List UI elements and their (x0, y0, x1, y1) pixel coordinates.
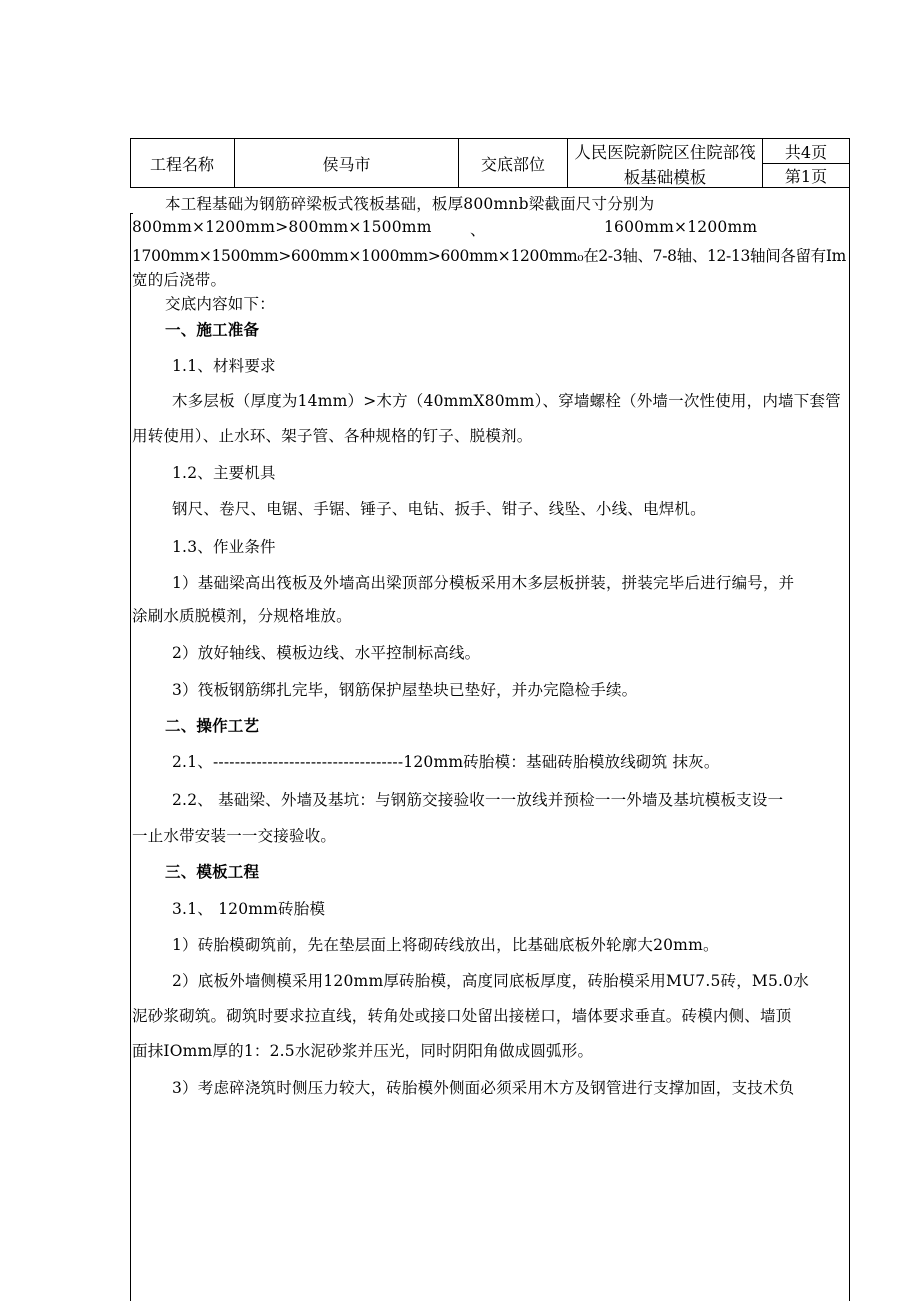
s11-line-2: 用转使用）、止水环、架子管、各种规格的钉子、脱模剂。 (132, 427, 533, 445)
intro-line-3: 1700mm×1500mm>600mm×1000mm>600mm×1200mm₀在2-3轴、7-8轴、12-13轴间各留有Im (132, 247, 847, 265)
s31-title: 3.1、 120mm砖胎模 (172, 900, 326, 918)
intro-line-2b: 、 (470, 221, 486, 239)
s3-item2-line-2: 泥砂浆砌筑。砌筑时要求拉直线，转角处或接口处留出接槎口，墙体要求垂直。砖模内侧、墙顶 (132, 1007, 792, 1025)
s11-title: 1.1、材料要求 (172, 357, 276, 375)
header-table (130, 138, 850, 188)
s12-line-1: 钢尺、卷尺、电锯、手锯、锤子、电钻、扳手、钳子、线坠、小线、电焊机。 (172, 500, 706, 518)
s21-line: 2.1、-----------------------------------120mm砖胎模：基础砖胎模放线砌筑 抹灰。 (172, 753, 720, 771)
s11-line-1: 木多层板（厚度为14mm）>木方（40mmX80mm）、穿墙螺栓（外墙一次性使用，内墙下套管 (172, 392, 841, 410)
body-left-border (130, 213, 131, 1301)
body-right-border (849, 188, 850, 1301)
s3-item2-line-3: 面抹IOmm厚的1：2.5水泥砂浆并压光，同时阴阳角做成圆弧形。 (132, 1042, 594, 1060)
section1-heading: 一、施工准备 (165, 320, 260, 339)
intro-line-2a: 800mm×1200mm>800mm×1500mm (132, 218, 432, 236)
part-value-line1: 人民医院新院区住院部筏 (574, 143, 756, 162)
s13-item1-line-1: 1）基础梁高出筏板及外墙高出梁顶部分模板采用木多层板拼装，拼装完毕后进行编号，并 (172, 574, 795, 592)
intro-line-5: 交底内容如下： (165, 295, 275, 313)
part-value-line2: 板基础模板 (623, 167, 707, 187)
intro-line-2c: 1600mm×1200mm (604, 218, 758, 236)
s13-item1-line-2: 涂刷水质脱模剂，分规格堆放。 (132, 607, 352, 625)
s13-title: 1.3、作业条件 (172, 538, 276, 556)
page-current: 第1页 (784, 167, 828, 186)
s13-item2: 2）放好轴线、模板边线、水平控制标高线。 (172, 644, 481, 662)
intro-line-1: 本工程基础为钢筋碎梁板式筏板基础，板厚800mnb梁截面尺寸分别为 (165, 195, 655, 213)
pages-total: 共4页 (784, 142, 828, 162)
s13-item3: 3）筏板钢筋绑扎完毕，钢筋保护屋垫块已垫好，并办完隐检手续。 (172, 681, 638, 699)
body-corner (130, 213, 133, 214)
s22-line-1: 2.2、 基础梁、外墙及基坑：与钢筋交接验收一一放线并预检一一外墙及基坑模板支设一 (172, 791, 784, 809)
s3-item3-line-1: 3）考虑碎浇筑时侧压力较大，砖胎模外侧面必须采用木方及钢管进行支撑加固，支技术负 (172, 1079, 795, 1097)
project-label: 工程名称 (149, 154, 214, 174)
s12-title: 1.2、主要机具 (172, 464, 276, 482)
project-value: 侯马市 (322, 154, 371, 174)
part-label: 交底部位 (480, 154, 545, 174)
s22-line-2: 一止水带安装一一交接验收。 (132, 827, 337, 845)
s3-item1: 1）砖胎模砌筑前，先在垫层面上将砌砖线放出，比基础底板外轮廓大20mm。 (172, 936, 719, 954)
intro-line-4: 宽的后浇带。 (132, 271, 227, 289)
section2-heading: 二、操作工艺 (165, 716, 260, 735)
section3-heading: 三、模板工程 (165, 862, 260, 881)
s3-item2-line-1: 2）底板外墙侧模采用120mm厚砖胎模，高度同底板厚度，砖胎模采用MU7.5砖，M5.0水 (172, 972, 809, 990)
